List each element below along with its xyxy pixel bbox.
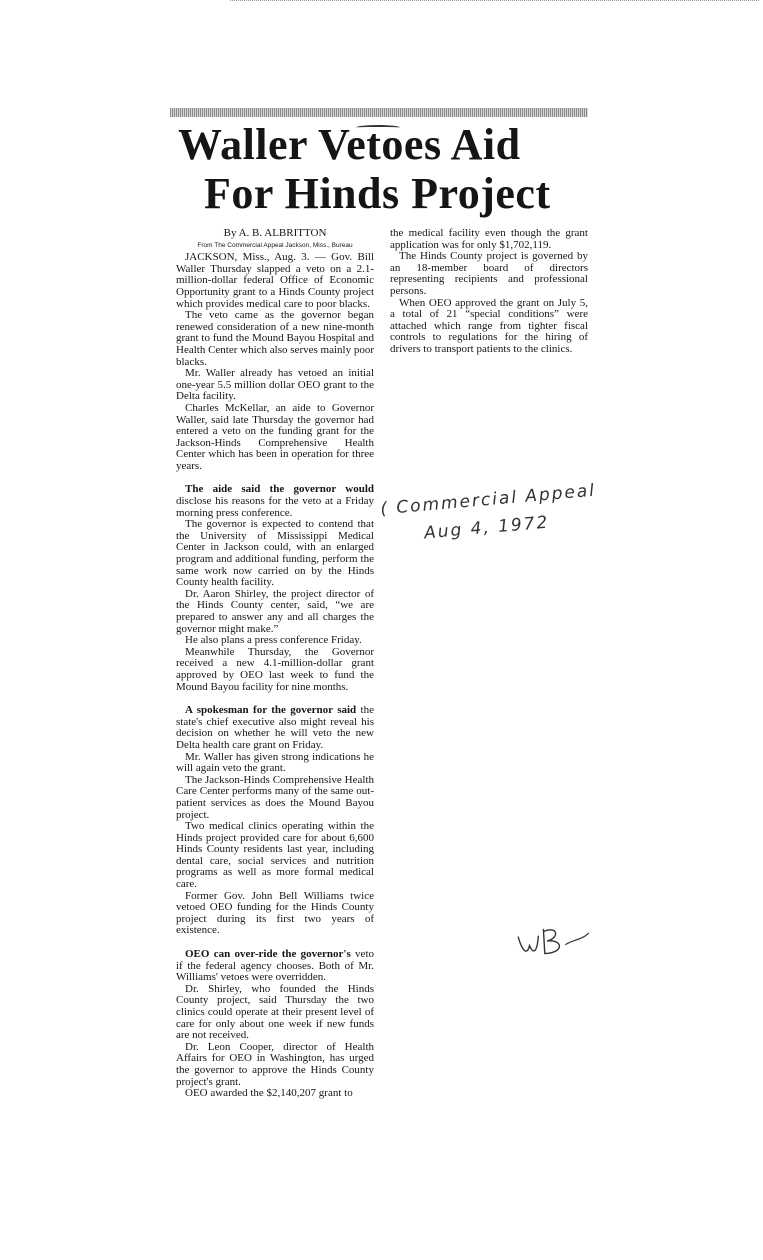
headline	[170, 120, 590, 218]
paragraph: JACKSON, Miss., Aug. 3. — Gov. Bill Waller Thursday slapped a veto on a 2.1-million-dollar federal Office of Economic Opportunity grant to a Hinds County project which provides medical care to poor blacks.	[176, 251, 374, 310]
section-lead-paragraph	[176, 484, 374, 519]
paragraph: Dr. Leon Cooper, director of Health Affairs for OEO in Washington, has urged the governor to approve the Hinds County project's grant.	[176, 1040, 374, 1088]
headline-line-2: For Hinds Project	[204, 169, 551, 218]
bureau-credit: From The Commercial Appeal Jackson, Miss., Bureau	[197, 241, 353, 249]
paragraph: When OEO approved the grant on July 5, a total of 21 “special conditions” were attached which range from tighter fiscal controls to regulations for the hiring of drivers to transport patients to the clinics.	[390, 296, 588, 355]
paragraph-continued: the medical facility even though the grant application was for only $1,702,119.	[390, 227, 588, 251]
handwritten-source-note: ( Commercial Appeal	[379, 480, 597, 520]
top-border	[230, 0, 759, 5]
paragraph: The Hinds County project is governed by an 18-member board of directors representing recipients and professional persons.	[390, 250, 588, 297]
paragraph: The veto came as the governor began renewed consideration of a new nine-month grant to fund the Mound Bayou Hospital and Health Center which also serves mainly poor blacks.	[176, 309, 374, 368]
headline-line-1: Waller Vetoes Aid	[178, 120, 521, 169]
section-lead: OEO can over-ride the governor's	[185, 948, 351, 961]
article-right-column	[390, 228, 588, 356]
section-lead: The aide said the governor would	[185, 483, 374, 496]
paragraph: Charles McKellar, an aide to Governor Waller, said late Thursday the governor had entered a veto on the funding grant for the Jackson-Hinds Comprehensive Health Center which has been in operation for three years.	[176, 401, 374, 472]
section-lead-paragraph	[176, 705, 374, 751]
paragraph: Mr. Waller already has vetoed an initial one-year 5.5 million dollar OEO grant to the Delta facility.	[176, 367, 374, 403]
section-lead: A spokesman for the governor said	[185, 704, 357, 717]
header-rule	[170, 108, 588, 117]
paragraph: Former Gov. John Bell Williams twice vetoed OEO funding for the Hinds County project during its first two years of existence.	[176, 889, 374, 937]
paragraph: Dr. Shirley, who founded the Hinds County project, said Thursday the two clinics could operate at their present level of care for only about one week if new funds are not received.	[176, 982, 374, 1042]
handwritten-initials	[513, 915, 598, 966]
section-lead-rest: the state's chief executive also might reveal his decision on whether he will veto the new Delta health care grant on Friday.	[176, 704, 374, 751]
article-left-column	[176, 228, 374, 1100]
paragraph: Two medical clinics operating within the Hinds project provided care for about 6,600 Hinds County residents last year, including dental care, social services and nutrition programs as well as more formal medical care.	[176, 820, 374, 891]
section-lead-rest: veto if the federal agency chooses. Both of Mr. Williams' vetoes were overridden.	[176, 948, 374, 984]
paragraph: Meanwhile Thursday, the Governor received a new 4.1-million-dollar grant approved by OEO last week to fund the Mound Bayou facility for nine months.	[176, 645, 374, 693]
byline: By A. B. ALBRITTON	[223, 227, 327, 239]
paragraph: He also plans a press conference Friday.	[185, 634, 362, 647]
paragraph: The governor is expected to contend that the University of Mississippi Medical Center in Jackson could, with an enlarged program and additional funding, perform the same work now carried on by the Hinds County health facility.	[176, 518, 374, 589]
paragraph: Mr. Waller has given strong indications he will again veto the grant.	[176, 750, 374, 775]
handwritten-date-note: Aug 4, 1972	[423, 512, 551, 544]
section-lead-paragraph	[176, 949, 374, 984]
section-lead-rest: disclose his reasons for the veto at a Friday morning press conference.	[176, 495, 374, 519]
paragraph: The Jackson-Hinds Comprehensive Health Care Center performs many of the same out-patient services as does the Mound Bayou project.	[176, 773, 374, 821]
paragraph: Dr. Aaron Shirley, the project director of the Hinds County center, said, “we are prepared to answer any and all charges the governor might make.”	[176, 587, 374, 635]
paragraph: OEO awarded the $2,140,207 grant to	[185, 1087, 353, 1100]
